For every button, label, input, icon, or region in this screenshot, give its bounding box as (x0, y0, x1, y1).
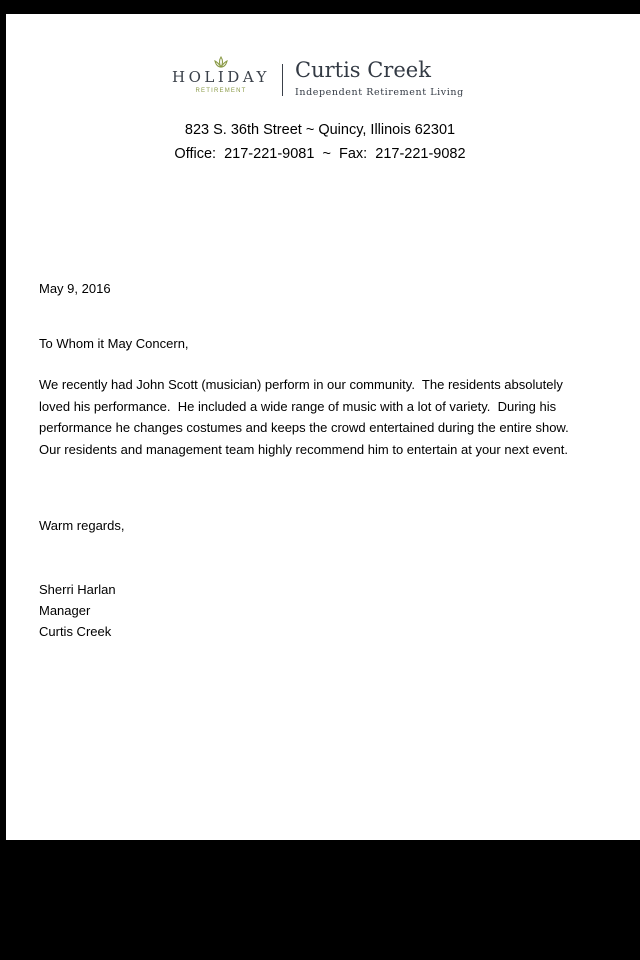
closing: Warm regards, (39, 518, 125, 533)
logo-divider (282, 64, 283, 96)
salutation: To Whom it May Concern, (39, 336, 189, 351)
holiday-retirement-logo (170, 56, 272, 100)
logo-subtitle: RETIREMENT (195, 88, 247, 94)
signer-title: Manager (39, 603, 91, 618)
body-line: We recently had John Scott (musician) perform in our community. The residents absolutely (39, 377, 563, 392)
community-tagline: Independent Retirement Living (295, 87, 464, 98)
community-name: Curtis Creek (295, 58, 431, 82)
address-line: 823 S. 36th Street ~ Quincy, Illinois 62301 (184, 122, 456, 138)
letter-date: May 9, 2016 (39, 281, 111, 296)
body-paragraph (39, 374, 609, 460)
signer-organization: Curtis Creek (39, 624, 112, 639)
signer-name: Sherri Harlan (39, 582, 116, 597)
body-line: loved his performance. He included a wide range of music with a lot of variety. During his (39, 398, 557, 414)
logo-word: HOLIDAY (172, 68, 270, 86)
phone-fax-line: Office: 217-221-9081 ~ Fax: 217-221-9082 (174, 146, 466, 162)
letterhead (170, 56, 490, 106)
body-line: performance he changes costumes and keeps the crowd entertained during the entire show. (39, 420, 569, 435)
body-line: Our residents and management team highly recommend him to entertain at your next event. (39, 441, 568, 457)
